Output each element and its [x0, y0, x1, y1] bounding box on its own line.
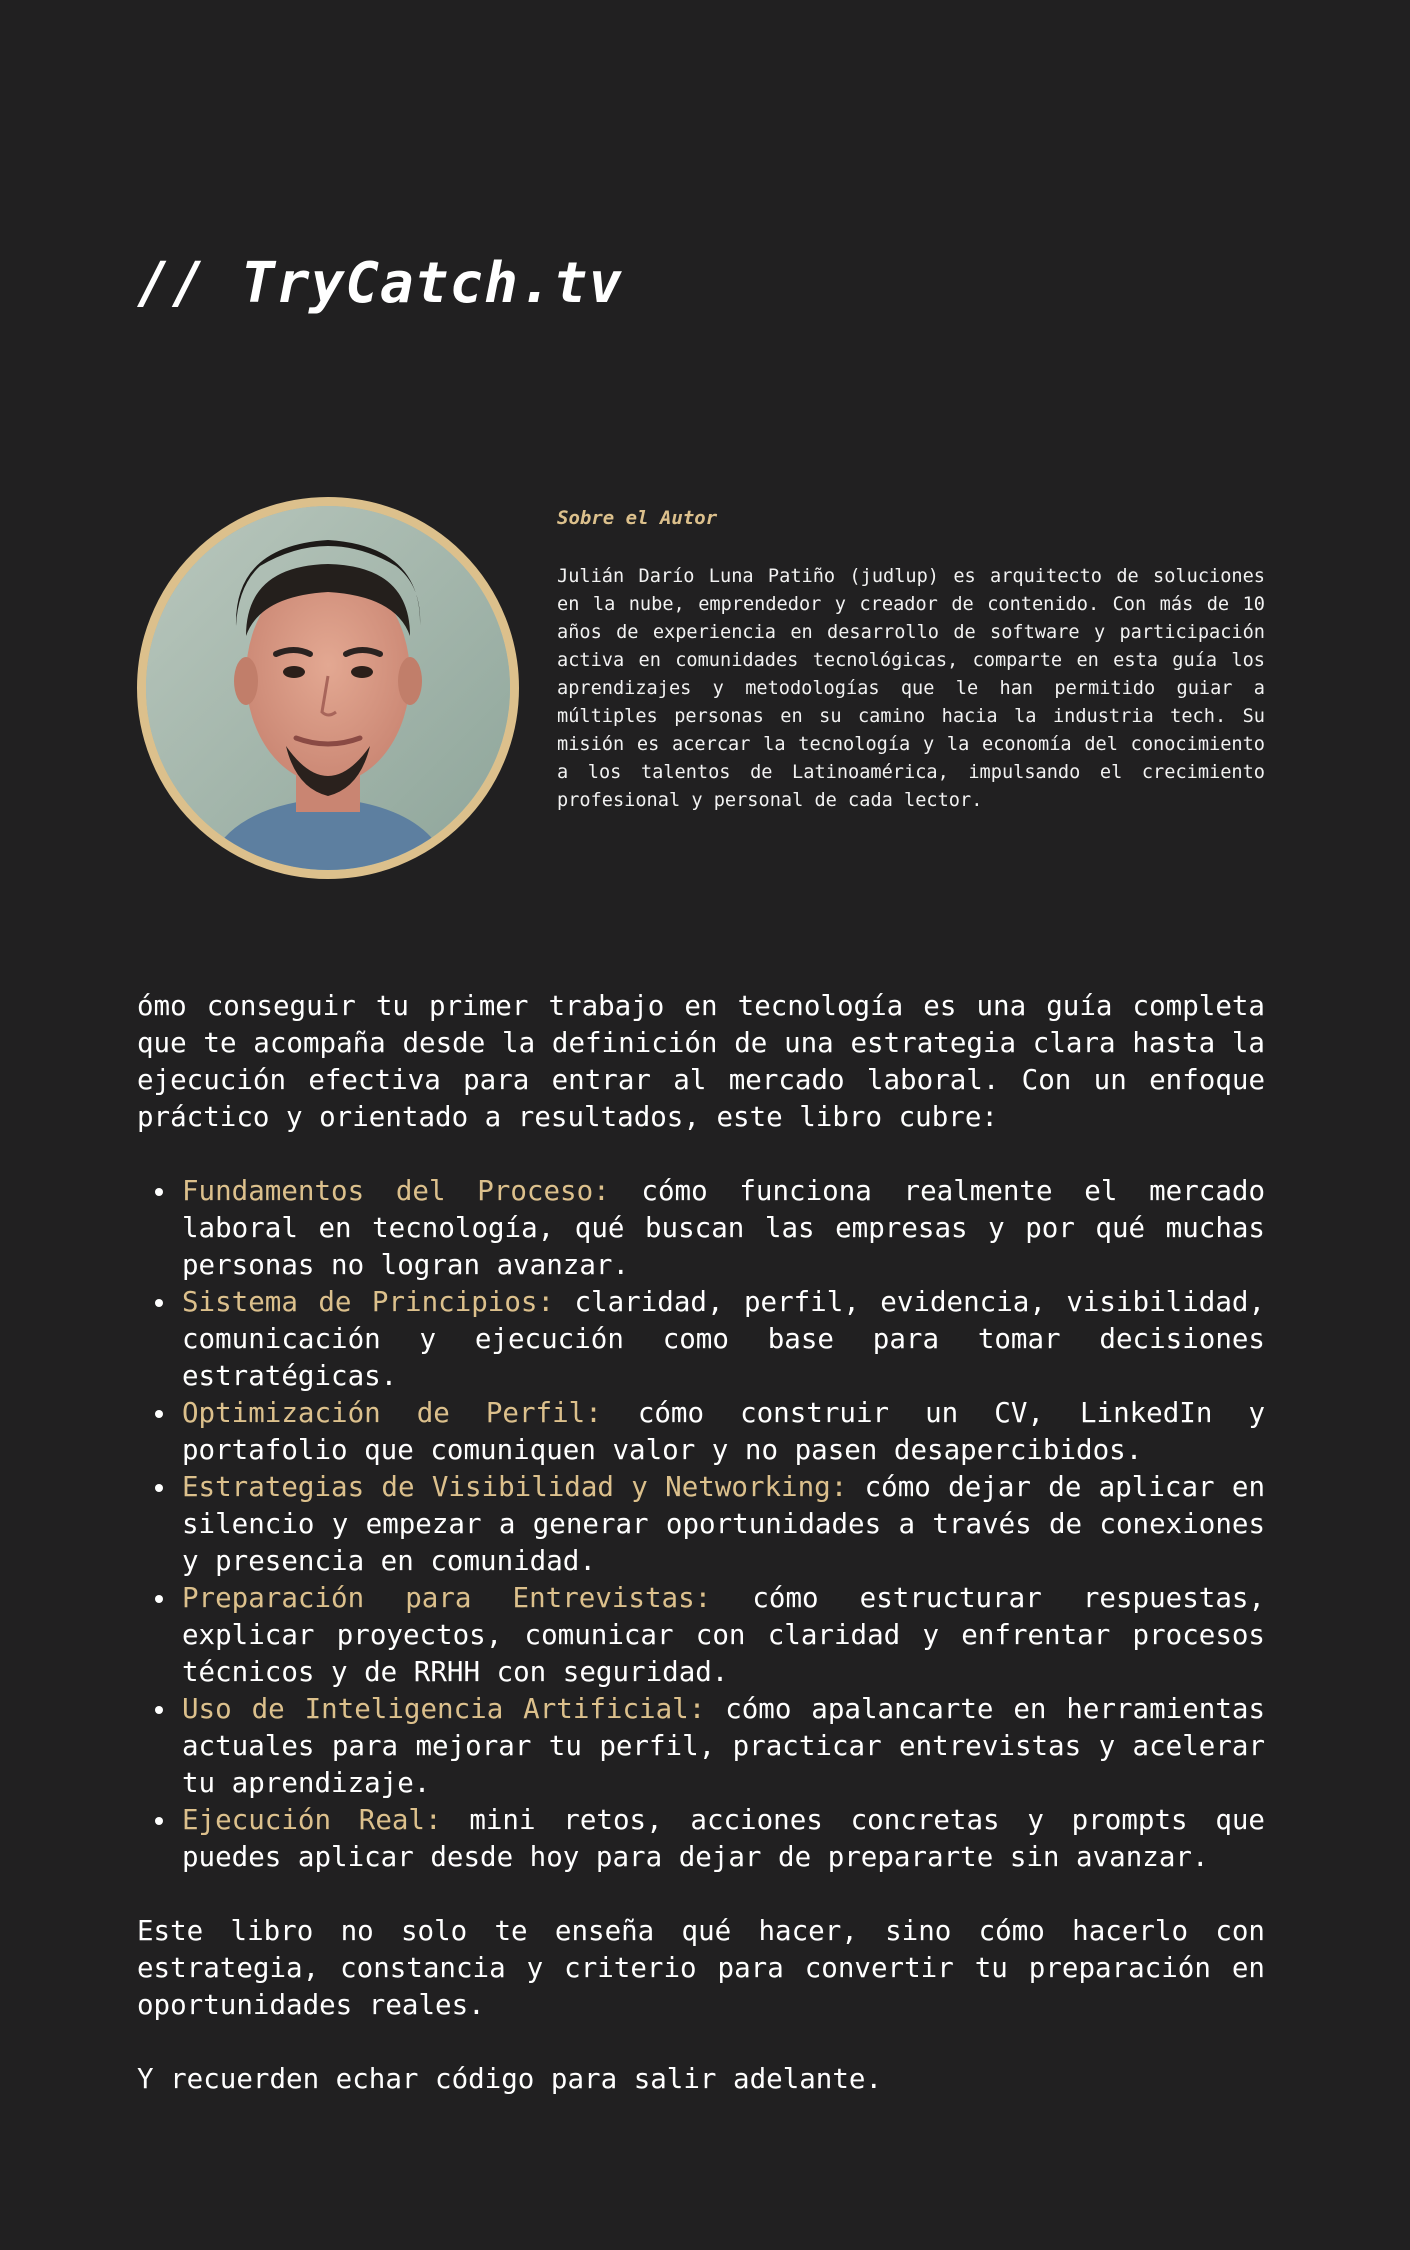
topic-title: Ejecución Real: — [182, 1804, 442, 1836]
list-item — [182, 1580, 1265, 1691]
topic-title: Uso de Inteligencia Artificial: — [182, 1693, 706, 1725]
closing-paragraph: Este libro no solo te enseña qué hacer, sino cómo hacerlo con estrategia, constancia y criterio para convertir tu preparación en oportunidades reales. — [137, 1915, 1265, 2021]
author-portrait-image — [146, 506, 510, 870]
list-item — [182, 1691, 1265, 1802]
topic-text: cómo funciona realmente el mercado laboral en tecnología, qué buscan las empresas y por qué muchas personas no logran avanzar. — [182, 1175, 1266, 1281]
signoff-paragraph: Y recuerden echar código para salir adelante. — [137, 2063, 883, 2095]
author-bio: Julián Darío Luna Patiño (judlup) es arquitecto de soluciones en la nube, emprendedor y creador de contenido. Con más de 10 años de experiencia en desarrollo de software y participación activa en comunidades tecnológicas, comparte en esta guía los aprendizajes y metodologías que le han permitido guiar a múltiples personas en su camino hacia la industria tech. Su misión es acercar la tecnología y la economía del conocimiento a los talentos de Latinoamérica, impulsando el crecimiento profesional y personal de cada lector. — [557, 566, 1265, 811]
topic-title: Fundamentos del Proceso: — [182, 1175, 610, 1207]
topic-text: cómo construir un CV, LinkedIn y portafolio que comuniquen valor y no pasen desapercibidos. — [182, 1397, 1265, 1466]
topic-text: claridad, perfil, evidencia, visibilidad, comunicación y ejecución como base para tomar decisiones estratégicas. — [182, 1286, 1265, 1392]
topic-text: mini retos, acciones concretas y prompts que puedes aplicar desde hoy para dejar de prepararte sin avanzar. — [182, 1804, 1265, 1873]
topic-text: cómo apalancarte en herramientas actuales para mejorar tu perfil, practicar entrevistas y acelerar tu aprendizaje. — [182, 1693, 1266, 1799]
topics-list — [137, 1173, 1265, 1876]
topic-title: Optimización de Perfil: — [182, 1397, 602, 1429]
list-item — [182, 1284, 1265, 1395]
topic-title: Sistema de Principios: — [182, 1286, 555, 1318]
topic-text: cómo estructurar respuestas, explicar proyectos, comunicar con claridad y enfrentar procesos técnicos y de RRHH con seguridad. — [182, 1582, 1265, 1688]
author-heading: Sobre el Autor — [557, 507, 718, 529]
list-item — [182, 1173, 1265, 1284]
book-description — [137, 988, 1265, 2135]
topic-text: cómo dejar de aplicar en silencio y empezar a generar oportunidades a través de conexiones y presencia en comunidad. — [182, 1471, 1266, 1577]
list-item — [182, 1395, 1265, 1469]
intro-paragraph: ómo conseguir tu primer trabajo en tecnología es una guía completa que te acompaña desde la definición de una estrategia clara hasta la ejecución efectiva para entrar al mercado laboral. Con un enfoque práctico y orientado a resultados, este libro cubre: — [137, 990, 1265, 1133]
list-item — [182, 1802, 1265, 1876]
brand-logo: // TryCatch.tv — [137, 251, 624, 316]
author-section — [557, 505, 1265, 815]
topic-title: Estrategias de Visibilidad y Networking: — [182, 1471, 848, 1503]
topic-title: Preparación para Entrevistas: — [182, 1582, 712, 1614]
author-photo — [137, 497, 519, 879]
list-item — [182, 1469, 1265, 1580]
